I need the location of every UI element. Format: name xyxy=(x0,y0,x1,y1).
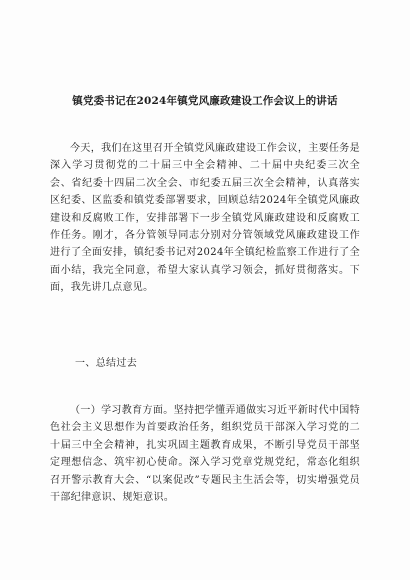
document-title: 镇党委书记在2024年镇党风廉政建设工作会议上的讲话 xyxy=(72,95,338,107)
section-heading: 一、总结过去 xyxy=(75,358,138,369)
intro-paragraph: 今天，我们在这里召开全镇党风廉政建设工作会议，主要任务是深入学习贯彻党的二十届三中全会精神、二十届中央纪委三次全会、省纪委十四届二次全会、市纪委五届三次全会精神，认真落实区纪委、区监委和镇党委部署要求，回顾总结2024年全镇党风廉政建设和反腐败工作，安排部署下一步全镇党风廉政建设和反腐败工作任务。刚才，各分管领导同志分别对分管领域党风廉政建设工作进行了全面安排，镇纪委书记对2024年全镇纪检监察工作进行了全面小结，我完全同意，希望大家认真学习领会，抓好贯彻落实。下面，我先讲几点意见。 xyxy=(50,143,360,294)
section-paragraph: （一）学习教育方面。坚持把学懂弄通做实习近平新时代中国特色社会主义思想作为首要政治任务，组织党员干部深入学习党的二十届三中全会精神，扎实巩固主题教育成果，不断引导党员干部坚定理想信念、筑牢初心使命。深入学习党章党规党纪，常态化组织召开警示教育大会、“以案促改”专题民主生活会等，切实增强党员干部纪律意识、规矩意识。 xyxy=(50,405,360,504)
